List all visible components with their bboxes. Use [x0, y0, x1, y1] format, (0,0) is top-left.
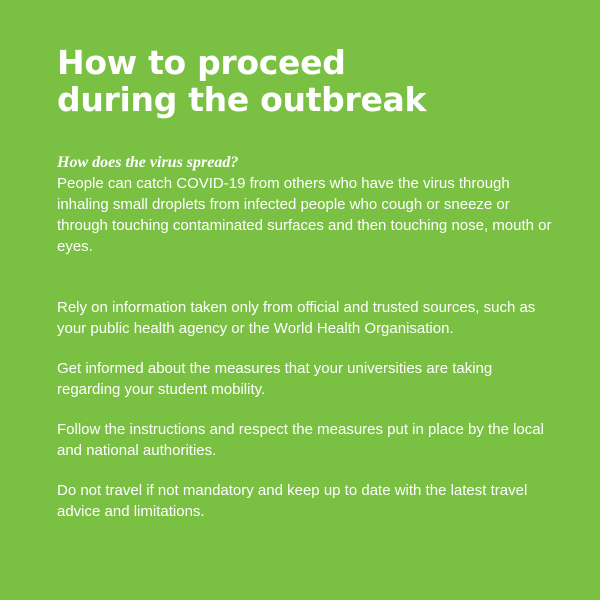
section-heading: How does the virus spread? — [57, 154, 239, 171]
page-title: How to proceed during the outbreak — [57, 43, 427, 119]
advice-university-measures: Get informed about the measures that your universities are taking regarding your student mobility. — [57, 360, 493, 398]
advice-travel: Do not travel if not mandatory and keep up to date with the latest travel advice and limitations. — [57, 482, 528, 520]
advice-follow-authorities: Follow the instructions and respect the measures put in place by the local and national authorities. — [57, 421, 544, 459]
virus-spread-paragraph: People can catch COVID-19 from others who have the virus through inhaling small droplets from infected people who cough or sneeze or through touching contaminated surfaces and then touching nose, mouth or eyes. — [57, 175, 552, 255]
content-block — [57, 152, 557, 522]
advice-trusted-sources: Rely on information taken only from official and trusted sources, such as your public health agency or the World Health Organisation. — [57, 299, 536, 337]
